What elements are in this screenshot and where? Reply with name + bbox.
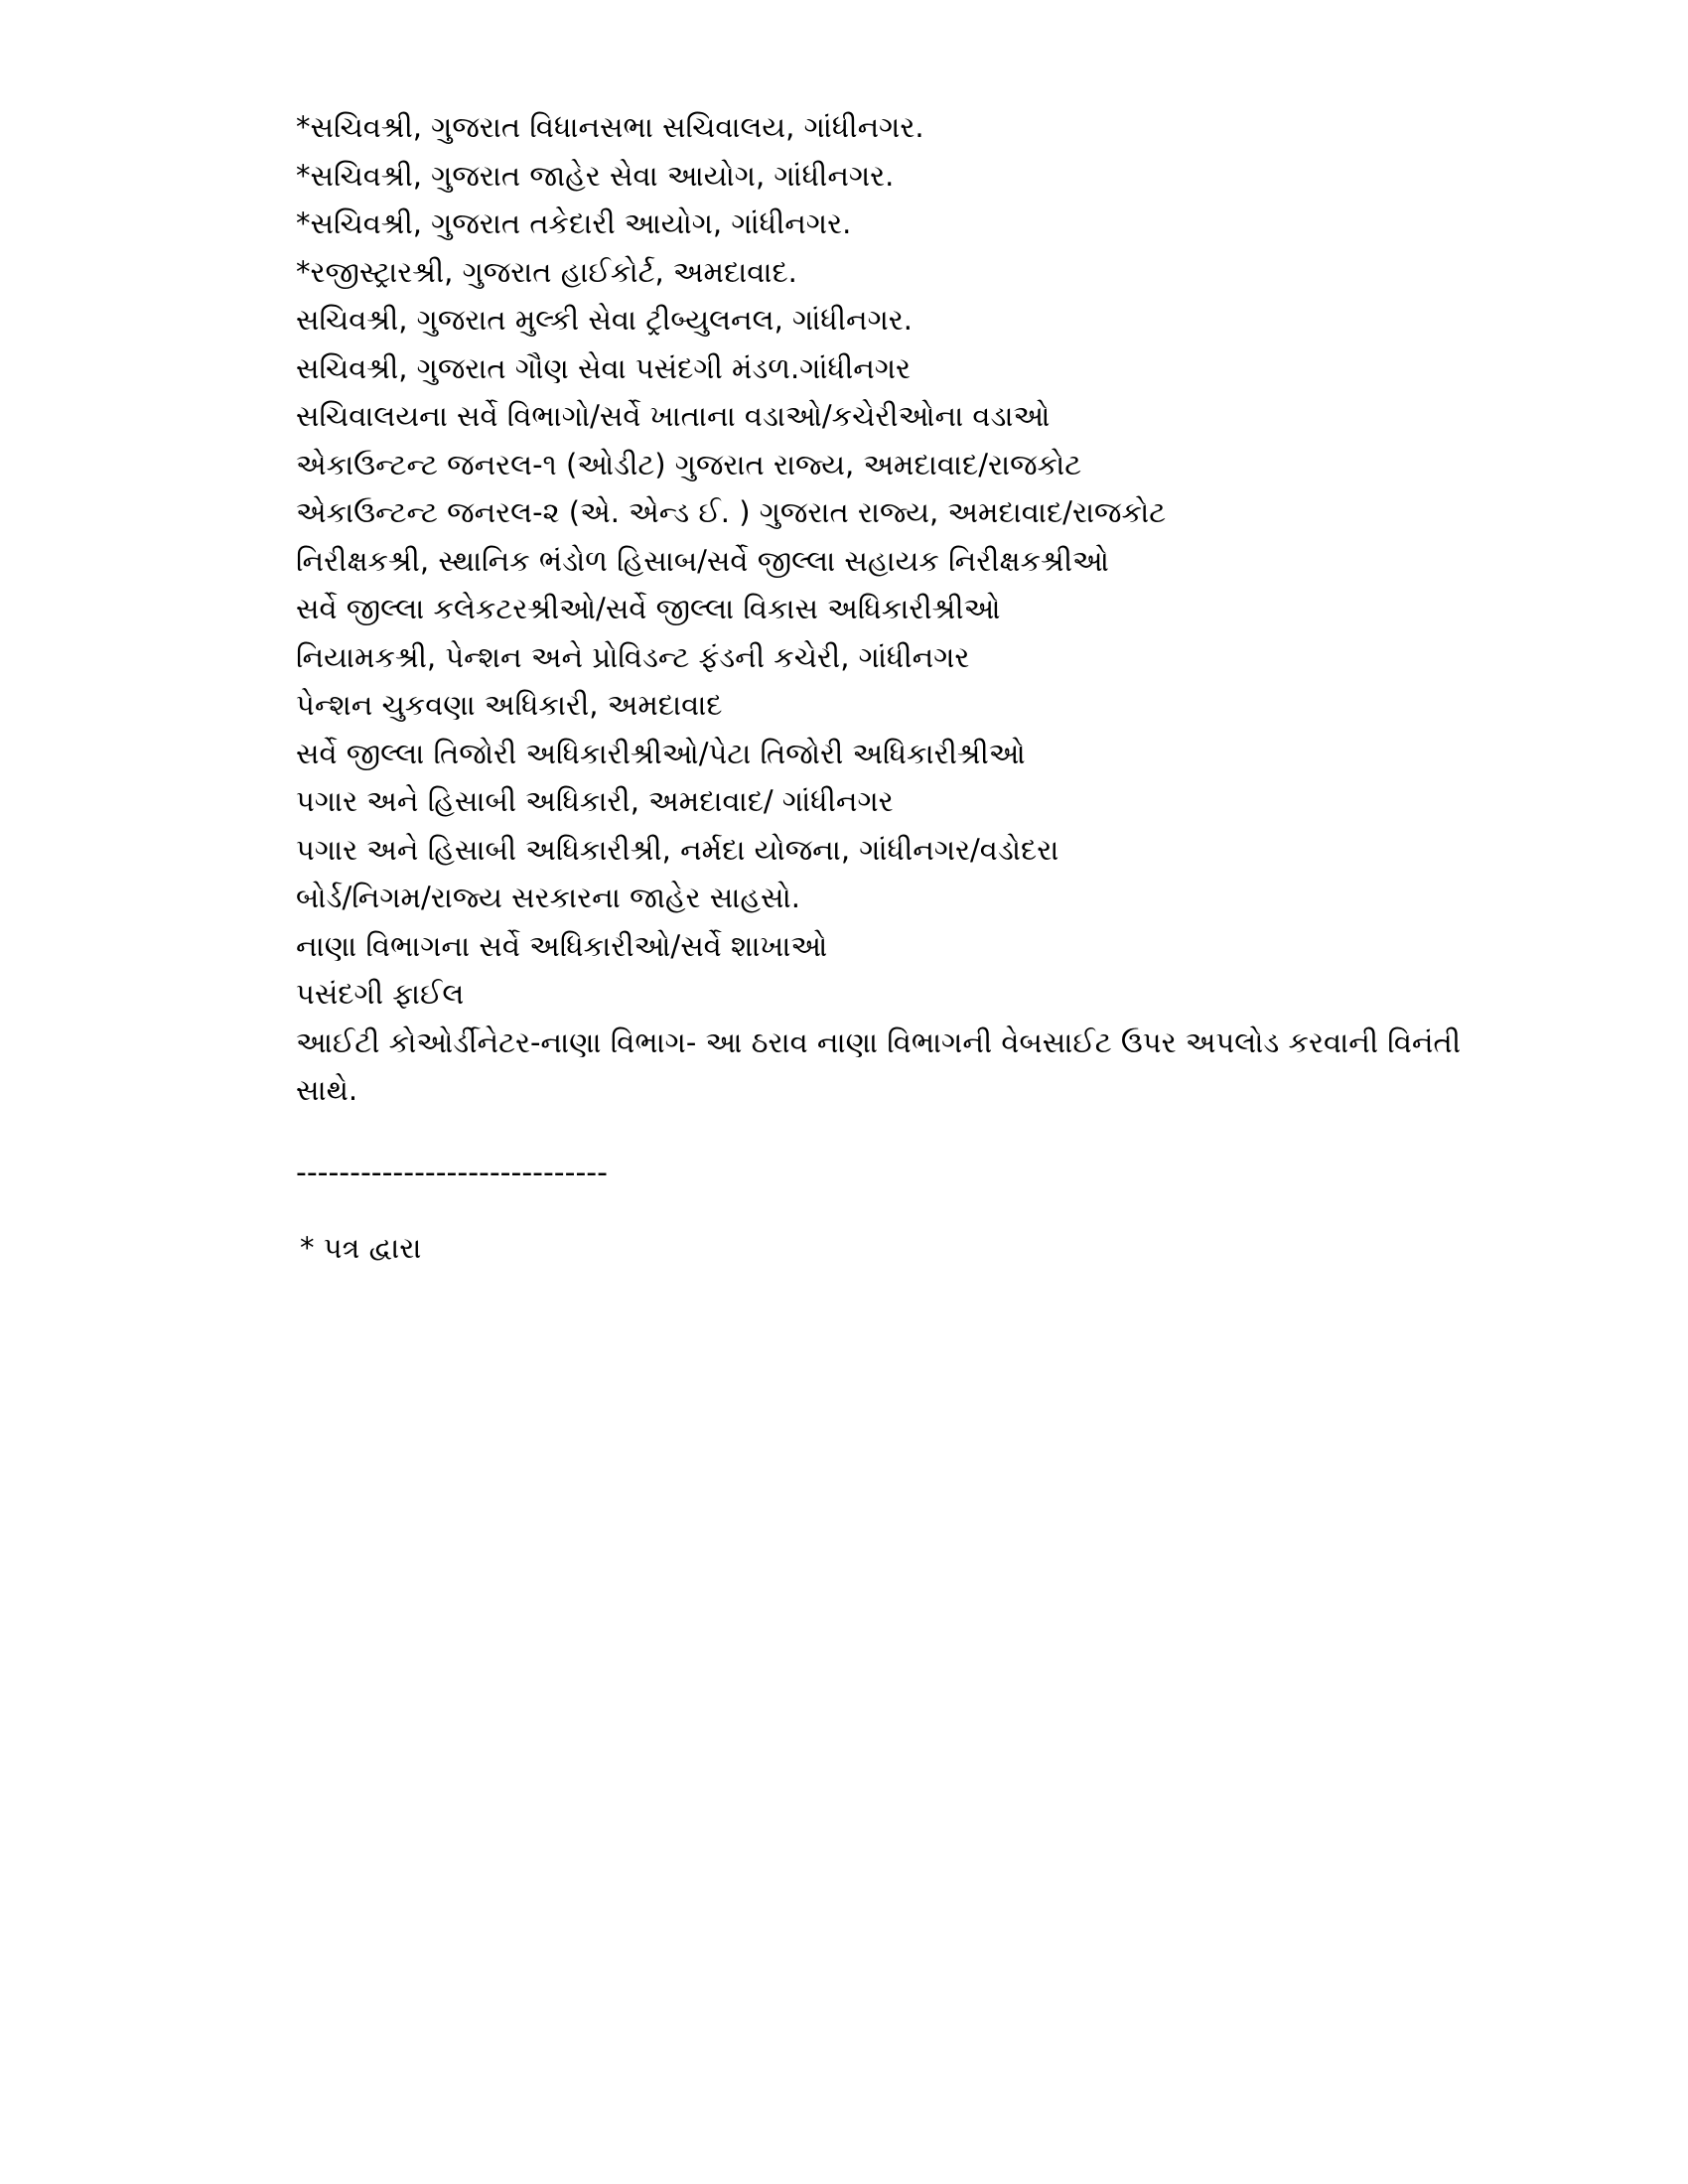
recipient-line: નિરીક્ષકશ્રી, સ્થાનિક ભંડોળ હિસાબ/સર્વે જીલ્લા સહાયક નિરીક્ષકશ્રીઓ [296, 543, 1109, 578]
recipient-line: *સચિવશ્રી, ગુજરાત જાહેર સેવા આયોગ, ગાંધીનગર. [296, 158, 895, 193]
recipient-line: *રજીસ્ટ્રારશ્રી, ગુજરાત હાઈકોર્ટ, અમદાવાદ. [296, 254, 797, 289]
recipient-line: સર્વે જીલ્લા કલેકટરશ્રીઓ/સર્વે જીલ્લા વિકાસ અધિકારીશ્રીઓ [296, 592, 1001, 625]
recipient-line: પગાર અને હિસાબી અધિકારી, અમદાવાદ/ ગાંધીનગર [296, 784, 894, 818]
recipient-line: સચિવશ્રી, ગુજરાત મુલ્કી સેવા ટ્રીબ્યુલનલ, ગાંધીનગર. [296, 303, 913, 337]
recipient-line: નિયામકશ્રી, પેન્શન અને પ્રોવિડન્ટ ફંડની કચેરી, ગાંધીનગર [296, 639, 970, 674]
recipient-line: સચિવાલયના સર્વે વિભાગો/સર્વે ખાતાના વડાઓ/કચેરીઓના વડાઓ [296, 399, 1051, 433]
footnote: * પત્ર દ્વારા [300, 1231, 422, 1265]
recipient-line: બોર્ડ/નિગમ/રાજ્ય સરકારના જાહેર સાહસો. [296, 881, 800, 914]
separator-line: ----------------------------- [296, 1156, 608, 1190]
recipient-line: *સચિવશ્રી, ગુજરાત વિધાનસભા સચિવાલય, ગાંધીનગર. [296, 110, 924, 144]
recipient-line: નાણા વિભાગના સર્વે અધિકારીઓ/સર્વે શાખાઓ [296, 928, 828, 963]
recipient-line: એકાઉન્ટન્ટ જનરલ-૨ (એ. એન્ડ ઈ. ) ગુજરાત રાજ્ય, અમદાવાદ/રાજકોટ [296, 495, 1167, 529]
recipient-line: પેન્શન ચુકવણા અધિકારી, અમદાવાદ [296, 688, 723, 722]
recipient-line-it-coordinator: આઈટી કોઓર્ડીનેટર-નાણા વિભાગ- આ ઠરાવ નાણા વિભાગની વેબસાઈટ ઉપર અપલોડ કરવાની વિનંતી સાથે. [296, 1024, 1462, 1107]
recipient-line: એકાઉન્ટન્ટ જનરલ-૧ (ઓડીટ) ગુજરાત રાજ્ય, અમદાવાદ/રાજકોટ [296, 447, 1082, 481]
recipient-line: સચિવશ્રી, ગુજરાત ગૌણ સેવા પસંદગી મંડળ.ગાંધીનગર [296, 350, 912, 385]
recipient-line: પસંદગી ફાઈલ [296, 977, 465, 1011]
recipient-line: *સચિવશ્રી, ગુજરાત તકેદારી આયોગ, ગાંધીનગર. [296, 206, 852, 240]
recipient-line: પગાર અને હિસાબી અધિકારીશ્રી, નર્મદા યોજના, ગાંધીનગર/વડોદરા [296, 832, 1059, 867]
recipient-list [296, 103, 1527, 1115]
recipient-line: સર્વે જીલ્લા તિજોરી અધિકારીશ્રીઓ/પેટા તિજોરી અધિકારીશ્રીઓ [296, 736, 1026, 770]
